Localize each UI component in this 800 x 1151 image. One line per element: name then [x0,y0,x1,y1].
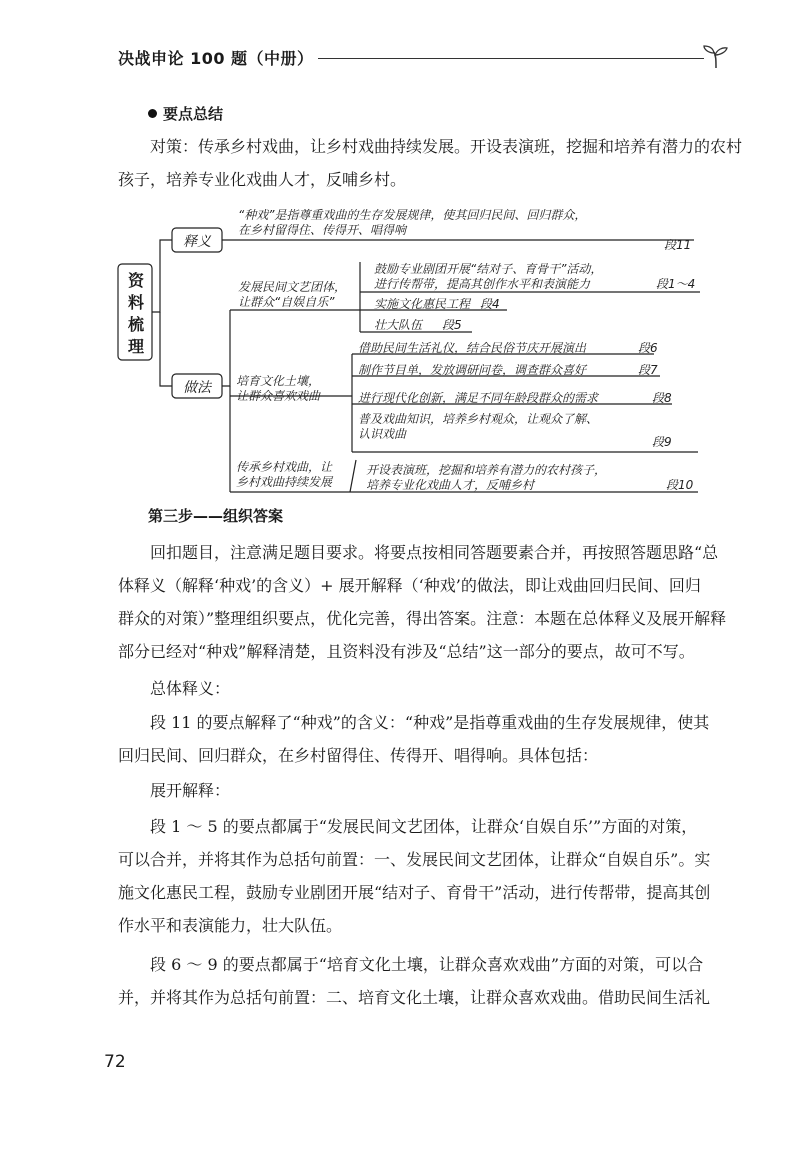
group3-ref-1: 段10 [666,478,694,492]
group2-ref-4: 段9 [652,435,672,449]
answer-paragraph-line: 段 1 ～ 5 的要点都属于“发展民间文艺团体，让群众‘自娱自乐’”方面的对策， [150,817,698,836]
group2-item4-line2: 认识戏曲 [358,427,407,441]
group2-item4-line1: 普及戏曲知识，培养乡村观众，让观众了解、 [358,412,599,426]
group1-item3: 壮大队伍 [374,318,423,332]
material-mind-map [112,204,712,496]
group2-item2: 制作节目单，发放调研问卷，调查群众喜好 [358,363,587,377]
step-three-title: 第三步——组织答案 [148,507,284,525]
running-header [118,44,730,74]
group3-item1-line2: 培养专业化戏曲人才，反哺乡村 [366,478,535,492]
shiyi-ref: 段11 [664,238,692,252]
answer-paragraph-line: 部分已经对“种戏”解释清楚，且资料没有涉及“总结”这一部分的要点，故可不写。 [118,642,695,661]
group2-ref-3: 段8 [652,391,672,405]
overall-explanation-heading: 总体释义： [150,679,231,698]
header-rule [318,58,704,59]
group2-head-2: 让群众喜欢戏曲 [236,389,321,403]
group1-ref-1: 段1～4 [656,277,696,291]
book-title: 决战申论 100 题（中册） [118,49,314,68]
countermeasure-line-2: 孩子，培养专业化戏曲人才，反哺乡村。 [118,170,407,189]
group2-head-1: 培育文化土壤， [236,374,321,388]
group3-item1-line1: 开设表演班，挖掘和培养有潜力的农村孩子， [366,463,607,477]
group2-ref-1: 段6 [638,341,658,355]
root-label-char: 料 [127,293,144,312]
sprout-icon [702,44,730,70]
answer-paragraph-line: 作水平和表演能力，壮大队伍。 [118,916,343,935]
group2-ref-2: 段7 [638,363,658,377]
shiyi-label: 释义 [183,234,211,250]
answer-paragraph-line: 回归民间、回归群众，在乡村留得住、传得开、唱得响。具体包括： [118,746,599,765]
group1-ref-2: 段4 [480,297,500,311]
group1-ref-3: 段5 [442,318,462,332]
root-label-char: 梳 [127,315,144,334]
key-summary-heading [148,103,223,124]
answer-paragraph-line: 回扣题目，注意满足题目要求。将要点按相同答题要素合并，再按照答题思路“总 [150,543,719,562]
shiyi-text-2: 在乡村留得住、传得开、唱得响 [238,223,407,237]
answer-paragraph-line: 群众的对策）”整理组织要点，优化完善，得出答案。注意：本题在总体释义及展开解释 [118,609,727,628]
group1-item1-line2: 进行传帮带，提高其创作水平和表演能力 [374,277,591,291]
group2-item3: 进行现代化创新，满足不同年龄段群众的需求 [358,391,599,405]
shiyi-text-1: “种戏”是指尊重戏曲的生存发展规律，使其回归民间、回归群众， [238,208,587,222]
answer-paragraph-line: 可以合并，并将其作为总括句前置：一、发展民间文艺团体，让群众“自娱自乐”。实 [118,850,711,869]
countermeasure-line-1: 对策：传承乡村戏曲，让乡村戏曲持续发展。开设表演班，挖掘和培养有潜力的农村 [150,137,743,156]
detailed-explanation-heading: 展开解释： [150,781,231,800]
group1-item2: 实施文化惠民工程 [374,297,471,311]
group1-head-1: 发展民间文艺团体， [238,280,347,294]
key-summary-heading-text: 要点总结 [163,105,224,123]
group1-item1-line1: 鼓励专业剧团开展“结对子、育骨干”活动， [374,262,603,276]
answer-paragraph-line: 施文化惠民工程，鼓励专业剧团开展“结对子、育骨干”活动，进行传帮带，提高其创 [118,883,711,902]
group2-item1: 借助民间生活礼仪，结合民俗节庆开展演出 [358,341,587,355]
group3-head-1: 传承乡村戏曲，让 [236,460,333,474]
answer-paragraph-line: 体释义（解释‘种戏’的含义）+ 展开解释（‘种戏’的做法，即让戏曲回归民间、回归 [118,576,701,595]
root-label [122,270,150,358]
root-label-char: 理 [127,337,144,356]
answer-paragraph-line: 并，并将其作为总括句前置：二、培育文化土壤，让群众喜欢戏曲。借助民间生活礼 [118,988,711,1007]
answer-paragraph-line: 段 6 ～ 9 的要点都属于“培育文化土壤，让群众喜欢戏曲”方面的对策，可以合 [150,955,704,974]
bullet-icon [148,109,157,118]
answer-paragraph-line: 段 11 的要点解释了“种戏”的含义：“种戏”是指尊重戏曲的生存发展规律，使其 [150,713,710,732]
zuofa-label: 做法 [183,380,211,396]
page-number: 72 [104,1052,126,1072]
group3-head-2: 乡村戏曲持续发展 [236,475,333,489]
root-label-char: 资 [127,271,144,290]
group1-head-2: 让群众“自娱自乐” [238,295,335,309]
